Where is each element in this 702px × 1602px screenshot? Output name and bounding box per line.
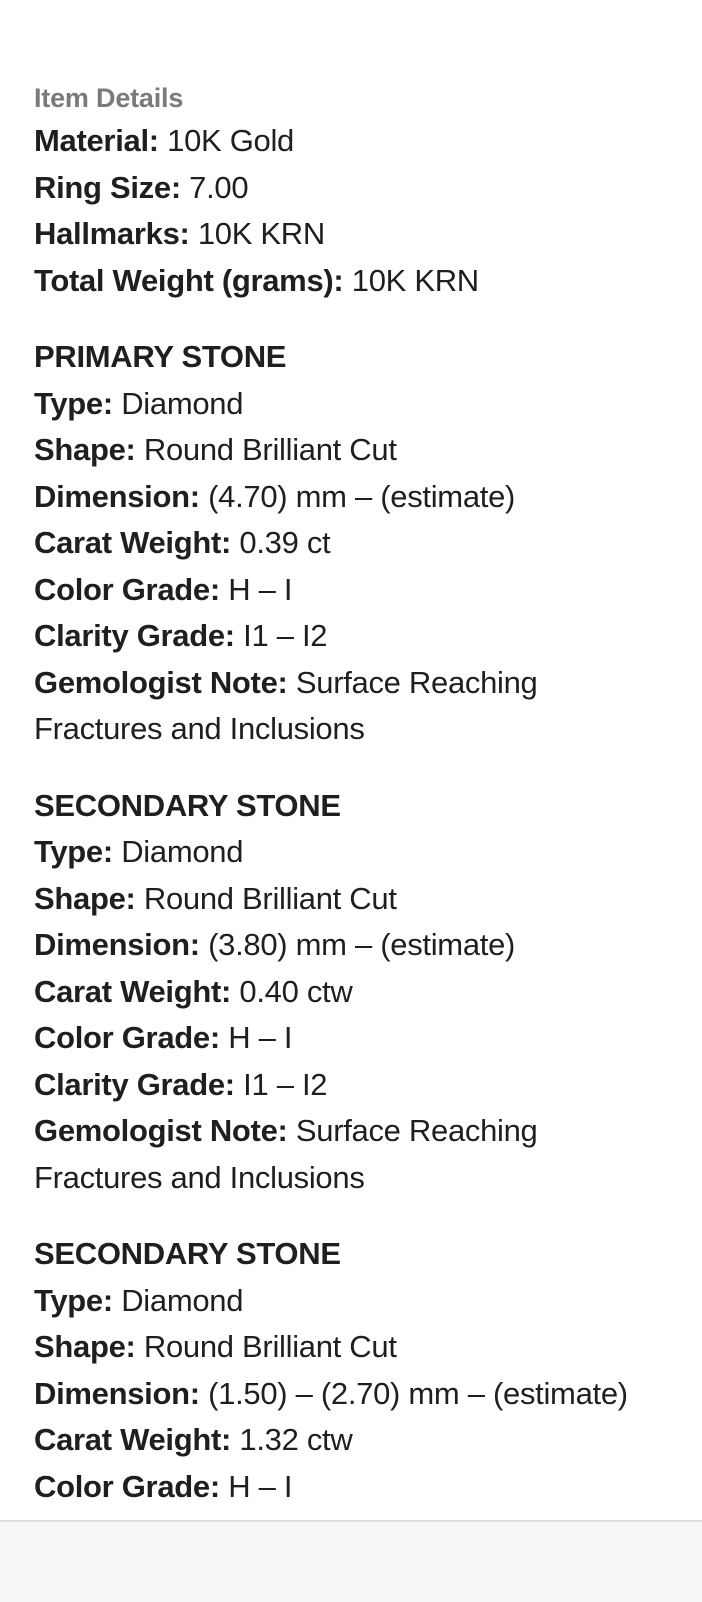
stone-row-dimension (34, 474, 684, 521)
stone-label: Color Grade: (34, 1020, 220, 1055)
stone-value: (1.50) – (2.70) mm – (estimate) (208, 1375, 628, 1411)
stone-row-dimension (34, 922, 684, 969)
secondary-stone-section (34, 783, 684, 1202)
stone-value: H – I (228, 1468, 293, 1504)
stone-value: H – I (228, 1020, 293, 1055)
stone-value: I1 – I2 (243, 618, 328, 653)
stone-label: Color Grade: (34, 1468, 220, 1504)
stone-label: Clarity Grade: (34, 1066, 235, 1102)
stone-label: Shape: (34, 880, 136, 916)
stone-row-dimension (34, 1371, 684, 1418)
section-title: SECONDARY STONE (34, 1236, 341, 1271)
stone-label: Carat Weight: (34, 525, 232, 560)
stone-label: Dimension: (34, 478, 200, 514)
stone-label: Carat Weight: (34, 1422, 232, 1457)
stone-row-shape (34, 1324, 684, 1371)
stone-label: Type: (34, 385, 113, 421)
section-title: PRIMARY STONE (34, 339, 287, 374)
detail-row-ring-size (34, 165, 684, 212)
stone-label: Gemologist Note: (34, 1113, 288, 1148)
item-details-heading: Item Details (34, 83, 184, 113)
stone-label: Shape: (34, 432, 136, 467)
stone-row-carat-weight (34, 520, 684, 567)
stone-value: (4.70) mm – (estimate) (208, 478, 516, 514)
stone-row-type (34, 381, 684, 428)
stone-label: Type: (34, 1282, 113, 1318)
stone-row-color-grade (34, 567, 684, 614)
stone-value: Surface Reaching Fractures and Inclusions (34, 664, 538, 746)
stone-label: Carat Weight: (34, 973, 232, 1009)
stone-value: 0.39 ct (239, 525, 331, 560)
stone-value: Surface Reaching Fractures and Inclusions (34, 1113, 538, 1195)
detail-row-hallmarks (34, 211, 684, 258)
stone-value: Diamond (121, 834, 244, 869)
stone-label: Clarity Grade: (34, 618, 235, 653)
stone-value: Diamond (121, 1282, 244, 1318)
stone-row-carat-weight (34, 1417, 684, 1464)
stone-value: Round Brilliant Cut (143, 1329, 397, 1364)
stone-value: Round Brilliant Cut (143, 880, 397, 916)
secondary-stone-section (34, 1231, 684, 1510)
stone-row-type (34, 1278, 684, 1325)
detail-row-total-weight (34, 258, 684, 305)
detail-label: Hallmarks: (34, 216, 190, 251)
detail-row-material (34, 118, 684, 165)
stone-row-shape (34, 427, 684, 474)
stone-label: Type: (34, 834, 113, 869)
stone-value: (3.80) mm – (estimate) (208, 927, 516, 962)
stone-value: 1.32 ctw (239, 1422, 353, 1457)
stone-row-type (34, 829, 684, 876)
detail-label: Ring Size: (34, 169, 181, 205)
detail-label: Total Weight (grams): (34, 262, 344, 298)
detail-value: 10K KRN (351, 262, 479, 298)
item-details-content (34, 78, 684, 1520)
stone-row-carat-weight (34, 969, 684, 1016)
stone-label: Color Grade: (34, 571, 220, 607)
detail-value: 10K KRN (197, 216, 325, 251)
stone-label: Gemologist Note: (34, 664, 288, 700)
stone-row-gemologist-note (34, 1108, 594, 1201)
stone-value: Round Brilliant Cut (143, 432, 397, 467)
stone-row-gemologist-note (34, 660, 594, 753)
stone-label: Dimension: (34, 1375, 200, 1411)
detail-label: Material: (34, 123, 159, 158)
detail-value: 7.00 (189, 169, 249, 205)
stone-value: H – I (228, 571, 293, 607)
stone-label: Dimension: (34, 927, 200, 962)
stone-row-shape (34, 876, 684, 923)
section-title: SECONDARY STONE (34, 787, 341, 823)
primary-stone-section (34, 334, 684, 753)
stone-row-color-grade (34, 1464, 684, 1511)
stone-value: 0.40 ctw (239, 973, 353, 1009)
stone-row-color-grade (34, 1015, 684, 1062)
stone-row-clarity-grade (34, 613, 684, 660)
bottom-toolbar (0, 1520, 702, 1602)
stone-label: Shape: (34, 1329, 136, 1364)
stone-row-clarity-grade (34, 1062, 684, 1109)
stone-value: I1 – I2 (243, 1066, 328, 1102)
detail-value: 10K Gold (167, 123, 294, 158)
stone-value: Diamond (121, 385, 244, 421)
